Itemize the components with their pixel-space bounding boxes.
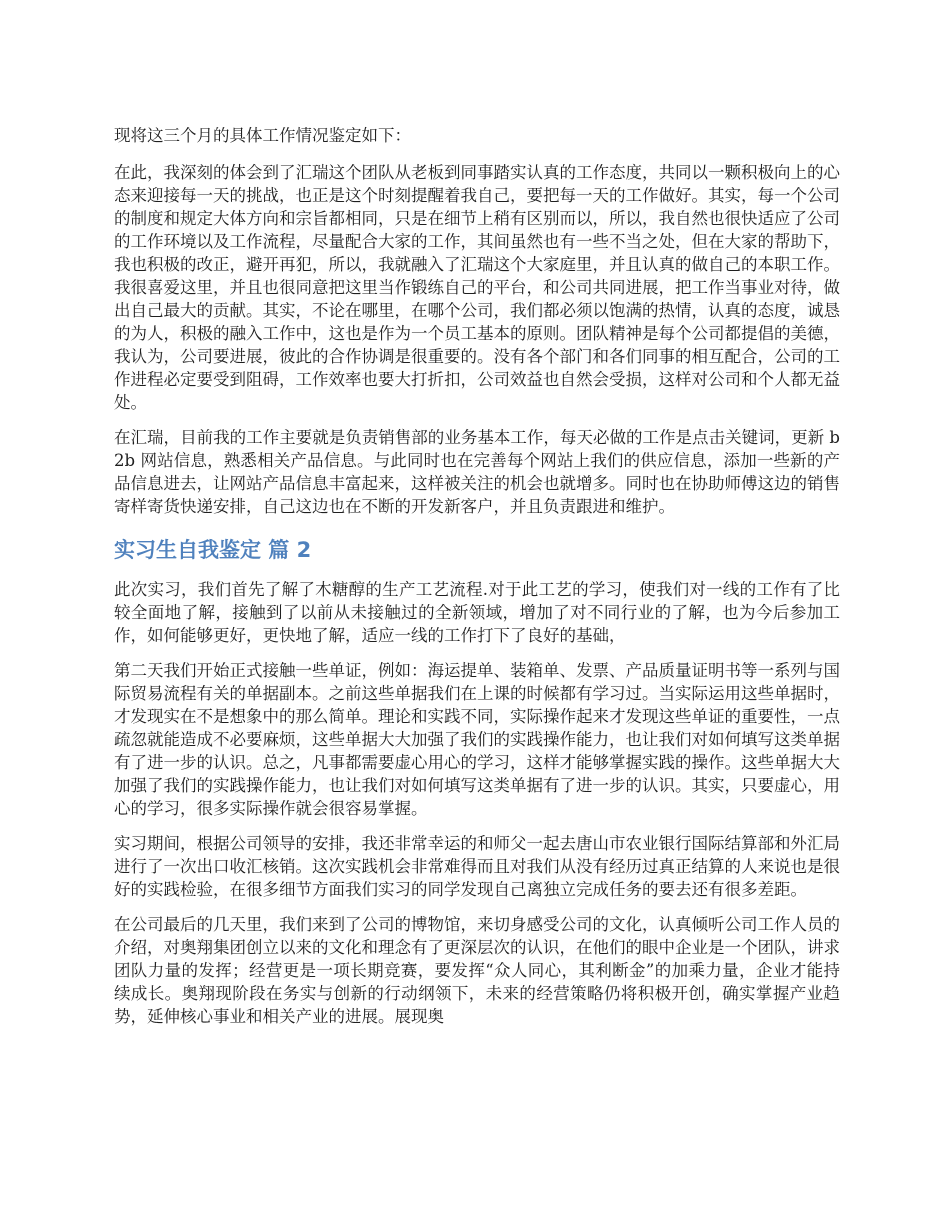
intro-paragraph: 现将这三个月的具体工作情况鉴定如下： bbox=[114, 126, 411, 145]
body-paragraph: 在汇瑞，目前我的工作主要就是负责销售部的业务基本工作，每天必做的工作是点击关键词，更新 b2b 网站信息，熟悉相关产品信息。与此同时也在完善每个网站上我们的供应信息，添加一些新的产品信息进去，让网站产品信息丰富起来，这样被关注的机会也就增多。同时也在协助师傅这边的销售寄样寄货快递安排，自己这边也在不断的开发新客户，并且负责跟进和维护。 bbox=[114, 428, 840, 516]
document-page bbox=[114, 124, 840, 1040]
body-paragraph: 实习期间，根据公司领导的安排，我还非常幸运的和师父一起去唐山市农业银行国际结算部和外汇局进行了一次出口收汇核销。这次实践机会非常难得而且对我们从没有经历过真正结算的人来说也是很好的实践检验，在很多细节方面我们实习的同学发现自己离独立完成任务的要去还有很多差距。 bbox=[114, 834, 840, 899]
body-paragraph: 此次实习，我们首先了解了木糖醇的生产工艺流程.对于此工艺的学习，使我们对一线的工作有了比较全面地了解，接触到了以前从未接触过的全新领域，增加了对不同行业的了解，也为今后参加工作，如何能够更好，更快地了解，适应一线的工作打下了良好的基础， bbox=[114, 580, 840, 645]
section-heading: 实习生自我鉴定 篇 2 bbox=[114, 538, 312, 562]
body-paragraph: 在公司最后的几天里，我们来到了公司的博物馆，来切身感受公司的文化，认真倾听公司工作人员的介绍，对奥翔集团创立以来的文化和理念有了更深层次的认识，在他们的眼中企业是一个团队，讲求团队力量的发挥；经营更是一项长期竞赛，要发挥“众人同心，其利断金”的加乘力量，企业才能持续成长。奥翔现阶段在务实与创新的行动纲领下，未来的经营策略仍将积极开创，确实掌握产业趋势，延伸核心事业和相关产业的进展。展现奥 bbox=[114, 915, 840, 1026]
body-paragraph: 第二天我们开始正式接触一些单证，例如：海运提单、装箱单、发票、产品质量证明书等一系列与国际贸易流程有关的单据副本。之前这些单据我们在上课的时候都有学习过。当实际运用这些单据时，才发现实在不是想象中的那么简单。理论和实践不同，实际操作起来才发现这些单证的重要性，一点疏忽就能造成不必要麻烦，这些单据大大加强了我们的实践操作能力，也让我们对如何填写这类单据有了进一步的认识。总之，凡事都需要虚心用心的学习，这样才能够掌握实践的操作。这些单据大大加强了我们的实践操作能力，也让我们对如何填写这类单据有了进一步的认识。其实，只要虚心，用心的学习，很多实际操作就会很容易掌握。 bbox=[114, 661, 840, 818]
body-paragraph: 在此，我深刻的体会到了汇瑞这个团队从老板到同事踏实认真的工作态度，共同以一颗积极向上的心态来迎接每一天的挑战，也正是这个时刻提醒着我自己，要把每一天的工作做好。其实，每一个公司的制度和规定大体方向和宗旨都相同，只是在细节上稍有区别而以，所以，我自然也很快适应了公司的工作环境以及工作流程，尽量配合大家的工作，其间虽然也有一些不当之处，但在大家的帮助下，我也积极的改正，避开再犯，所以，我就融入了汇瑞这个大家庭里，并且认真的做自己的本职工作。我很喜爱这里，并且也很同意把这里当作锻练自己的平台，和公司共同进展，把工作当事业对待，做出自己最大的贡献。其实，不论在哪里，在哪个公司，我们都必须以饱满的热情，认真的态度，诚恳的为人，积极的融入工作中，这也是作为一个员工基本的原则。团队精神是每个公司都提倡的美德，我认为，公司要进展，彼此的合作协调是很重要的。没有各个部门和各们同事的相互配合，公司的工作进程必定要受到阻碍，工作效率也要大打折扣，公司效益也自然会受损，这样对公司和个人都无益处。 bbox=[114, 163, 840, 412]
